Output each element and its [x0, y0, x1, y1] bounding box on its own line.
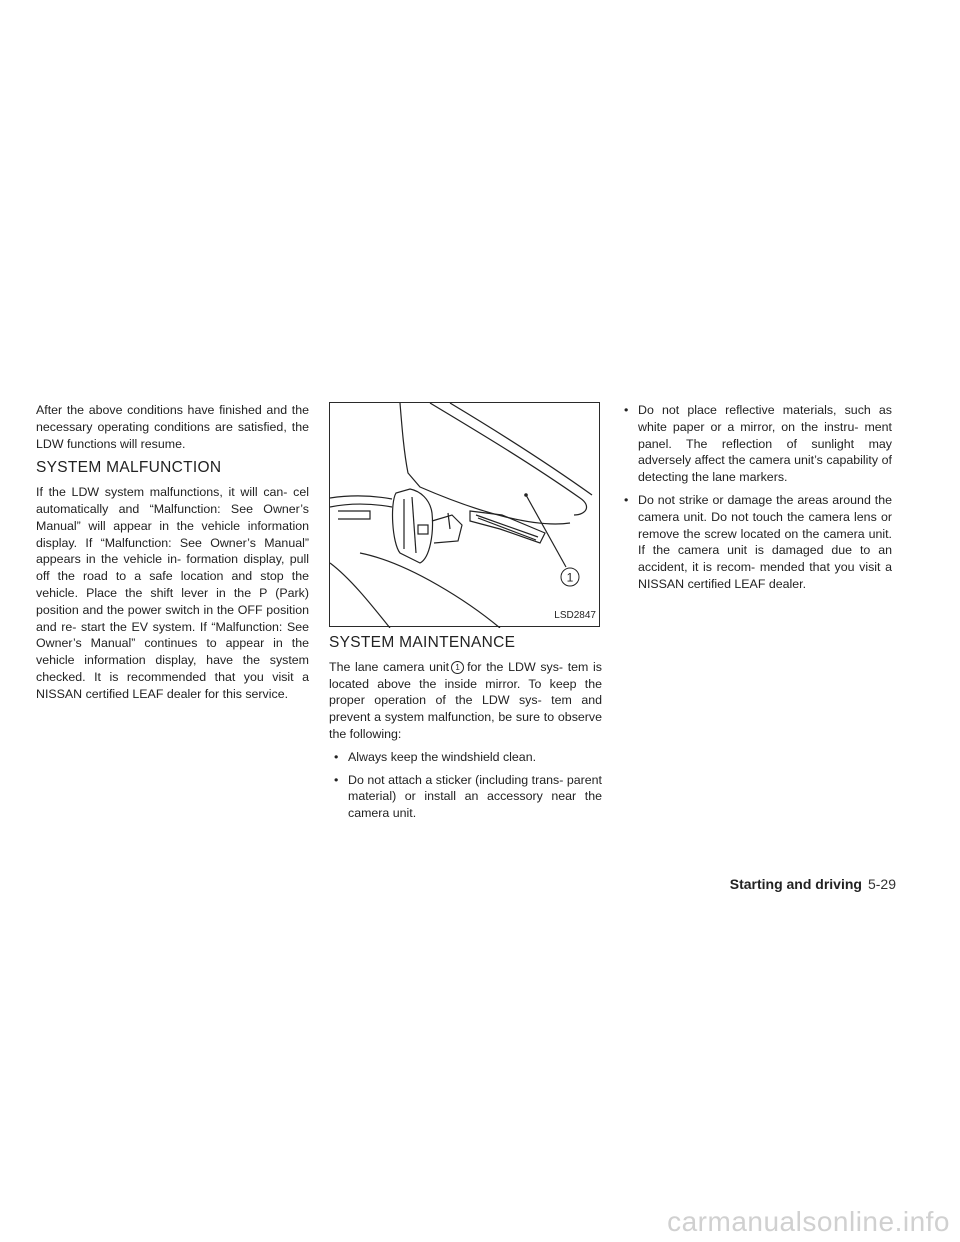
column-left: [36, 402, 309, 709]
list-item: • Do not strike or damage the areas around the camera unit. Do not touch the camera lens or remove the screw located on the camera unit. If the camera unit is damaged due to an accident, it is recom- mended that you visit a NISSAN certified LEAF dealer.: [624, 492, 892, 591]
system-maintenance-heading: SYSTEM MAINTENANCE: [329, 634, 516, 651]
intro-paragraph: After the above conditions have finished and the necessary operating conditions are satisfied, the LDW functions will resume.: [36, 403, 309, 451]
bullet-icon: •: [624, 492, 629, 507]
watermark: carmanualsonline.info: [667, 1206, 950, 1237]
list-item: • Always keep the windshield clean.: [334, 749, 537, 764]
bullet-icon: •: [334, 749, 339, 764]
list-item: • Do not place reflective materials, such as white paper or a mirror, on the instru- ment panel. The reflection of sunlight may adversely affect the camera unit’s capability of detecting the lane markers.: [624, 403, 892, 485]
maintenance-text-end: for the LDW sys- tem is located above the inside mirror. To keep the proper operation of the LDW sys- tem and prevent a system malfunction, be sure to observe the following:: [329, 659, 602, 741]
page-footer: [730, 876, 896, 892]
footer-section-title: Starting and driving: [729, 876, 862, 892]
list-item: • Do not attach a sticker (including trans- parent material) or install an accessory near the camera unit.: [334, 772, 602, 821]
system-malfunction-heading: SYSTEM MALFUNCTION: [36, 459, 222, 477]
malfunction-paragraph: If the LDW system malfunctions, it will can- cel automatically and “Malfunction: See Owner’s Manual” will appear in the vehicle information display. If “Malfunction: See Owner’s Manual” appears in the vehicle in- formation display, pull off the road to a safe location and stop the vehicle. Place the shift lever in the P (Park) position and the power switch in the OFF position and re- start the EV system. If “Malfunction: See Owner’s Manual” continues to appear in the vehicle information display, have the system checked. It is recommended that you visit a NISSAN certified LEAF dealer for this service.: [36, 485, 309, 701]
page-number: 5-29: [867, 876, 896, 892]
maintenance-paragraph: [329, 659, 602, 743]
figure-callout-number: 1: [566, 570, 574, 585]
camera-unit-figure: [329, 402, 600, 627]
figure-code: LSD2847: [554, 610, 596, 622]
maintenance-list-continued: [619, 402, 892, 593]
column-right: [619, 402, 892, 599]
callout-1-icon: 1: [451, 661, 464, 674]
column-middle: [329, 402, 602, 828]
bullet-icon: •: [334, 772, 339, 787]
maintenance-list: [329, 749, 602, 822]
maintenance-text-start: The lane camera unit: [329, 659, 450, 674]
bullet-icon: •: [624, 403, 629, 417]
camera-unit-illustration: [330, 403, 601, 628]
